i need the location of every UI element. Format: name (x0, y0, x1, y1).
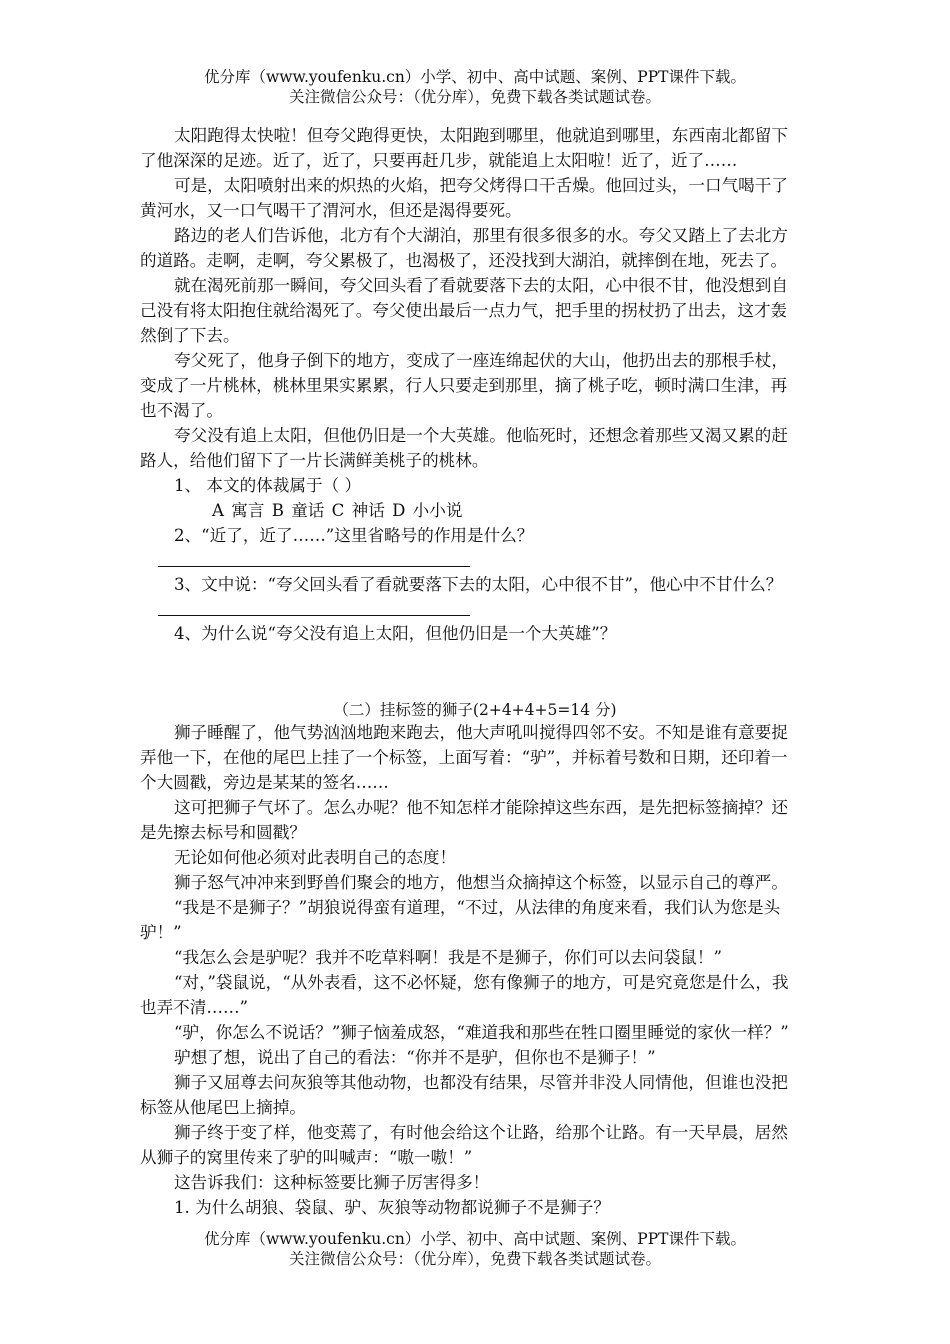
footer-line-2: 关注微信公众号：（优分库），免费下载各类试题试卷。 (288, 1250, 661, 1268)
passage-line: 夸父没有追上太阳，但他仍旧是一个大英雄。他临死时，还想念着那些又渴又累的赶 (174, 426, 788, 445)
passage-line: 这可把狮子气坏了。怎么办呢？他不知怎样才能除掉这些东西，是先把标签摘掉？还 (174, 798, 788, 817)
question-3: 3、文中说：“夸父回头看了看就要落下去的太阳，心中很不甘”，他心中不甘什么？ (174, 575, 783, 594)
passage-line: “对，”袋鼠说，“从外表看，这不必怀疑，您有像狮子的地方，可是究竟您是什么，我 (174, 973, 789, 992)
answer-blank-q2[interactable] (158, 566, 470, 567)
passage-line: 的道路。走啊，走啊，夸父累极了，也渴极了，还没找到大湖泊，就摔倒在地，死去了。 (140, 251, 788, 270)
passage-line: 狮子终于变了样，他变蔫了，有时他会给这个让路，给那个让路。有一天早晨，居然 (174, 1123, 788, 1142)
passage-line: 无论如何他必须对此表明自己的态度！ (174, 848, 457, 867)
page-footer (0, 1229, 950, 1269)
passage-line: 然倒了下去。 (140, 326, 240, 345)
passage-line: 是先擦去标号和圆戳？ (140, 823, 306, 842)
passage-line: 弄他一下，在他的尾巴上挂了一个标签，上面写着：“驴”，并标着号数和日期，还印着一 (140, 748, 788, 767)
question-1-options: A 寓言 B 童话 C 神话 D 小小说 (212, 501, 463, 520)
question-4: 4、为什么说“夸父没有追上太阳，但他仍旧是一个大英雄”？ (174, 624, 617, 643)
passage-line: “驴，你怎么不说话？”狮子恼羞成怒，“难道我和那些在牲口圈里睡觉的家伙一样？” (174, 1023, 789, 1042)
passage-line: 狮子睡醒了，他气势汹汹地跑来跑去，他大声吼叫搅得四邻不安。不知是谁有意要捉 (174, 723, 788, 742)
header-line-2: 关注微信公众号：（优分库），免费下载各类试题试卷。 (288, 88, 661, 106)
passage-line: 变成了一片桃林，桃林里果实累累，行人只要走到那里，摘了桃子吃，顿时满口生津，再 (140, 376, 788, 395)
page-header (0, 67, 950, 107)
footer-line-1: 优分库（www.youfenku.cn）小学、初中、高中试题、案例、PPT课件下载。 (203, 1230, 747, 1248)
passage-line: 狮子又屈尊去问灰狼等其他动物，也都没有结果，尽管并非没人同情他，但谁也没把 (174, 1073, 788, 1092)
passage-line: 路人，给他们留下了一片长满鲜美桃子的桃林。 (140, 451, 489, 470)
passage-line: 个大圆戳，旁边是某某的签名…… (140, 773, 389, 792)
passage-line: 标签从他尾巴上摘掉。 (140, 1098, 306, 1117)
section-2-question-1: 1. 为什么胡狼、袋鼠、驴、灰狼等动物都说狮子不是狮子？ (174, 1198, 610, 1217)
passage-line: 黄河水，又一口气喝干了渭河水，但还是渴得要死。 (140, 201, 522, 220)
passage-line: “我是不是狮子？”胡狼说得蛮有道理，“不过，从法律的角度来看，我们认为您是头 (174, 898, 781, 917)
passage-line: “我怎么会是驴呢？我并不吃草料啊！我是不是狮子，你们可以去问袋鼠！” (174, 948, 722, 967)
passage-line: 了他深深的足迹。近了，近了，只要再赶几步，就能追上太阳啦！近了，近了…… (140, 151, 738, 170)
answer-blank-q3[interactable] (158, 615, 470, 616)
passage-line: 夸父死了，他身子倒下的地方，变成了一座连绵起伏的大山，他扔出去的那根手杖， (174, 351, 788, 370)
passage-line: 太阳跑得太快啦！但夸父跑得更快，太阳跑到哪里，他就追到哪里，东西南北都留下 (174, 126, 788, 145)
passage-line: 也弄不清……” (140, 998, 249, 1017)
section-2-title: （二）挂标签的狮子(2+4+4+5=14 分) (333, 701, 617, 719)
passage-line: 驴！” (140, 923, 182, 942)
passage-line: 可是，太阳喷射出来的炽热的火焰，把夸父烤得口干舌燥。他回过头，一口气喝干了 (174, 176, 788, 195)
passage-line: 驴想了想，说出了自己的看法：“你并不是驴，但你也不是狮子！” (174, 1048, 656, 1067)
passage-line: 狮子怒气冲冲来到野兽们聚会的地方，他想当众摘掉这个标签，以显示自己的尊严。 (174, 873, 788, 892)
question-1: 1、 本文的体裁属于（ ） (174, 476, 362, 495)
passage-line: 路边的老人们告诉他，北方有个大湖泊，那里有很多很多的水。夸父又踏上了去北方 (174, 226, 788, 245)
question-2: 2、“近了，近了……”这里省略号的作用是什么？ (174, 526, 534, 545)
passage-line: 也不渴了。 (140, 401, 223, 420)
passage-line: 从狮子的窝里传来了驴的叫喊声：“嗷一嗷！” (140, 1148, 473, 1167)
passage-line: 这告诉我们：这种标签要比狮子厉害得多！ (174, 1173, 490, 1192)
header-line-1: 优分库（www.youfenku.cn）小学、初中、高中试题、案例、PPT课件下载。 (203, 68, 747, 86)
passage-line: 就在渴死前那一瞬间，夸父回头看了看就要落下去的太阳，心中很不甘，他没想到自 (174, 276, 788, 295)
passage-line: 己没有将太阳抱住就给渴死了。夸父使出最后一点力气，把手里的拐杖扔了出去，这才轰 (140, 301, 788, 320)
